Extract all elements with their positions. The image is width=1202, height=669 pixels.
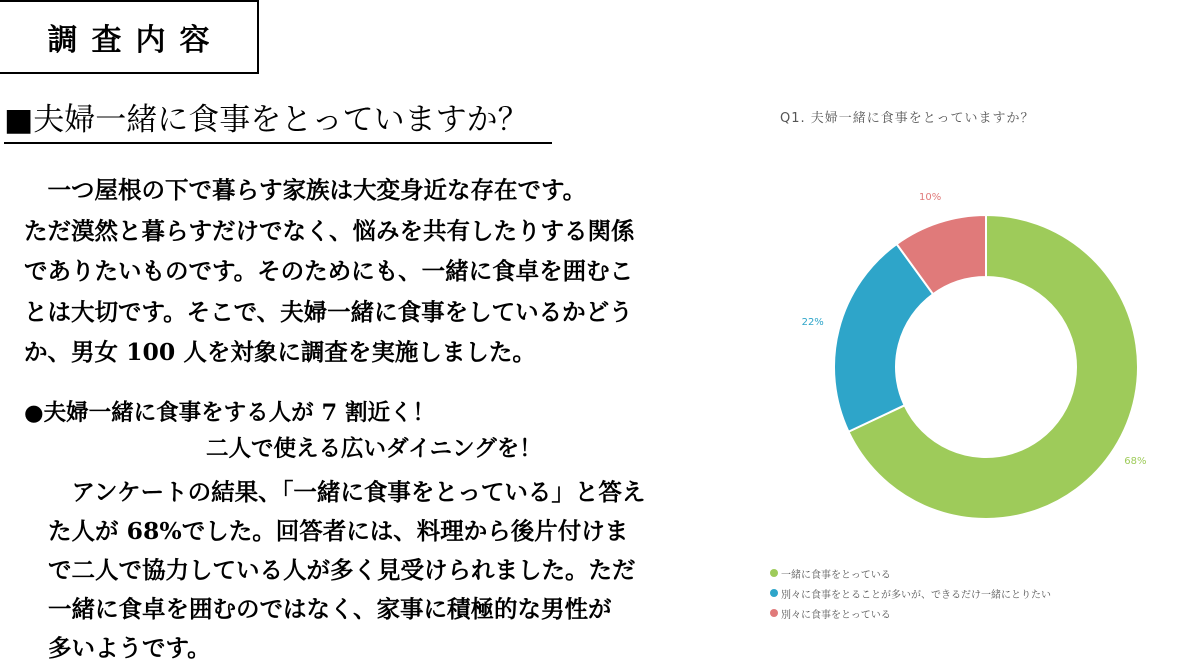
slice-label-separate: 10% <box>918 191 942 203</box>
question-heading: ■夫婦一緒に食事をとっていますか？ <box>4 98 552 144</box>
survey-chart <box>760 95 1200 665</box>
legend-label: 一緒に食事をとっている <box>781 569 891 581</box>
intro-paragraph: 一つ屋根の下で暮らす家族は大変身近な存在です。 ただ漠然と暮らすだけでなく、悩みを共有したりする関係 でありたいものです。そのためにも、一緒に食卓を囲むこ とは大切です。そこで、夫婦一緒に食事をしているかどう か、男女 100 人を対象に調査を実施しました。 <box>24 176 635 366</box>
donut-chart <box>760 95 1200 555</box>
finding-title-line1: ●夫婦一緒に食事をする人が 7 割近く！ <box>24 400 435 426</box>
slice-label-together: 68% <box>1124 456 1147 468</box>
legend-label: 別々に食事をとることが多いが、できるだけ一緒にとりたい <box>781 589 1051 601</box>
finding-title <box>24 395 744 467</box>
legend-dot-icon <box>770 589 778 597</box>
chart-title: Q1. 夫婦一緒に食事をとっていますか？ <box>780 111 1035 126</box>
section-label: 調査内容 <box>0 0 259 74</box>
legend-item-mostly-separate <box>770 583 1051 603</box>
legend-dot-icon <box>770 569 778 577</box>
legend-label: 別々に食事をとっている <box>781 609 891 621</box>
finding-title-line2: 二人で使える広いダイニングを！ <box>206 436 542 462</box>
legend-item-separate <box>770 603 1051 623</box>
legend-dot-icon <box>770 609 778 617</box>
chart-legend <box>770 563 1051 623</box>
finding-paragraph: アンケートの結果、「一緒に食事をとっている」と答え た人が 68%でした。回答者には、料理から後片付けま で二人で協力している人が多く見受けられました。ただ 一緒に食卓を囲むのではなく、家事に積極的な男性が 多いようです。 <box>48 478 646 662</box>
slice-label-mostly-separate: 22% <box>801 316 824 328</box>
legend-item-together <box>770 563 1051 583</box>
